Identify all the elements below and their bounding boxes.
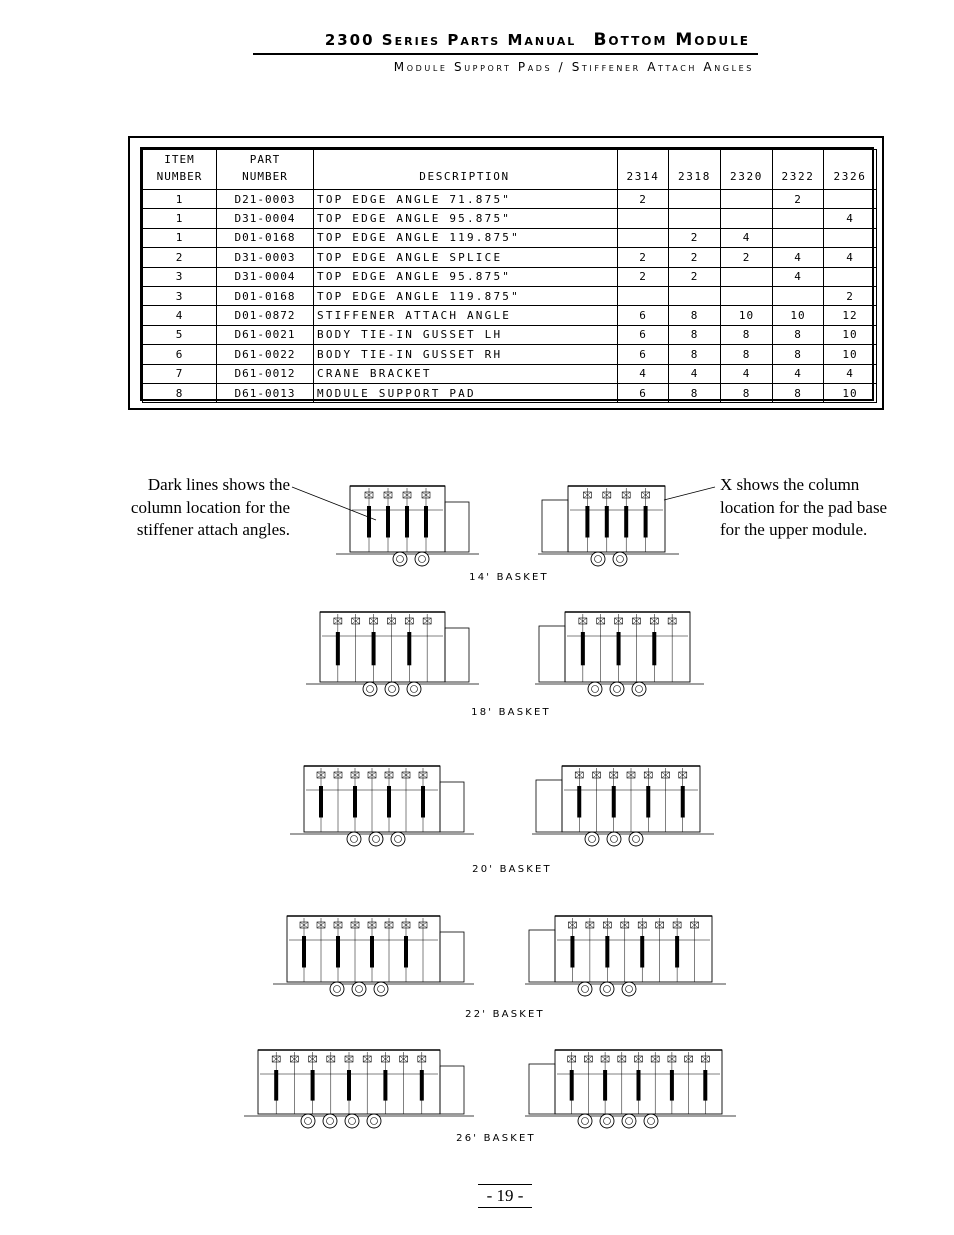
- quantity-cell: 8: [773, 325, 824, 344]
- description-cell: TOP EDGE ANGLE 95.875": [314, 209, 618, 228]
- quantity-cell: 4: [824, 364, 877, 383]
- stiffener-attach-angle: [652, 632, 656, 665]
- stiffener-attach-angle: [581, 632, 585, 665]
- quantity-cell: 4: [773, 248, 824, 267]
- description-cell: TOP EDGE ANGLE 71.875": [314, 190, 618, 209]
- wheel: [607, 832, 621, 846]
- quantity-cell: 8: [669, 306, 721, 325]
- stiffener-attach-angle: [424, 506, 428, 538]
- part-number-cell: D61-0021: [217, 325, 314, 344]
- basket-label-14: 14' BASKET: [469, 572, 549, 583]
- item-cell: 6: [143, 345, 217, 364]
- col-header-model: 2326: [824, 150, 877, 190]
- quantity-cell: 8: [773, 345, 824, 364]
- wheel: [374, 982, 388, 996]
- wheel: [367, 1114, 381, 1128]
- quantity-cell: 4: [721, 364, 773, 383]
- wheel: [330, 982, 344, 996]
- stiffener-attach-angle: [407, 632, 411, 665]
- wheel: [578, 982, 592, 996]
- wheel: [629, 832, 643, 846]
- col-header-model: 2322: [773, 150, 824, 190]
- wheel: [613, 552, 627, 566]
- stiffener-attach-angle: [383, 1070, 387, 1101]
- description-cell: TOP EDGE ANGLE SPLICE: [314, 248, 618, 267]
- col-header-model: 2320: [721, 150, 773, 190]
- description-cell: MODULE SUPPORT PAD: [314, 383, 618, 402]
- quantity-cell: 2: [721, 248, 773, 267]
- quantity-cell: 2: [618, 267, 669, 286]
- quantity-cell: 10: [824, 383, 877, 402]
- description-cell: STIFFENER ATTACH ANGLE: [314, 306, 618, 325]
- wheel: [588, 682, 602, 696]
- side-frame: [529, 1064, 555, 1114]
- description-cell: BODY TIE-IN GUSSET RH: [314, 345, 618, 364]
- quantity-cell: 2: [824, 286, 877, 305]
- quantity-cell: 4: [824, 209, 877, 228]
- wheel: [600, 982, 614, 996]
- quantity-cell: 8: [669, 383, 721, 402]
- part-number-cell: D31-0003: [217, 248, 314, 267]
- quantity-cell: 2: [618, 190, 669, 209]
- quantity-cell: 2: [669, 267, 721, 286]
- part-number-cell: D31-0004: [217, 267, 314, 286]
- wheel: [352, 982, 366, 996]
- quantity-cell: 8: [721, 325, 773, 344]
- section-title: Bottom Module: [593, 30, 750, 50]
- item-cell: 3: [143, 286, 217, 305]
- stiffener-attach-angle: [319, 786, 323, 818]
- stiffener-attach-angle: [311, 1070, 315, 1101]
- quantity-cell: 8: [669, 345, 721, 364]
- wheel: [415, 552, 429, 566]
- stiffener-attach-angle: [577, 786, 581, 818]
- side-frame: [529, 930, 555, 982]
- stiffener-attach-angle: [617, 632, 621, 665]
- quantity-cell: 10: [824, 345, 877, 364]
- stiffener-attach-angle: [420, 1070, 424, 1101]
- note-stiffener-angles: Dark lines shows the column location for the stiffener attach angles.: [130, 475, 290, 539]
- stiffener-attach-angle: [405, 506, 409, 538]
- stiffener-attach-angle: [646, 786, 650, 818]
- basket-body: [350, 486, 445, 552]
- col-header-part: PART NUMBER: [217, 150, 314, 190]
- stiffener-attach-angle: [703, 1070, 707, 1101]
- basket-label-18: 18' BASKET: [471, 707, 551, 718]
- stiffener-attach-angle: [585, 506, 589, 538]
- description-cell: TOP EDGE ANGLE 119.875": [314, 228, 618, 247]
- stiffener-attach-angle: [644, 506, 648, 538]
- side-frame: [539, 626, 565, 682]
- leader-line-left: [292, 487, 376, 520]
- stiffener-attach-angle: [624, 506, 628, 538]
- stiffener-attach-angle: [387, 786, 391, 818]
- item-cell: 1: [143, 190, 217, 209]
- stiffener-attach-angle: [386, 506, 390, 538]
- basket-label-26: 26' BASKET: [456, 1133, 536, 1144]
- basket-body: [568, 486, 665, 552]
- wheel: [391, 832, 405, 846]
- page-number: - 19 -: [478, 1184, 532, 1208]
- quantity-cell: 10: [721, 306, 773, 325]
- wheel: [610, 682, 624, 696]
- wheel: [345, 1114, 359, 1128]
- stiffener-attach-angle: [640, 936, 644, 968]
- wheel: [622, 982, 636, 996]
- quantity-cell: 4: [721, 228, 773, 247]
- wheel: [369, 832, 383, 846]
- stiffener-attach-angle: [421, 786, 425, 818]
- side-frame: [445, 502, 469, 552]
- quantity-cell: 2: [618, 248, 669, 267]
- description-cell: TOP EDGE ANGLE 119.875": [314, 286, 618, 305]
- stiffener-attach-angle: [347, 1070, 351, 1101]
- leader-line-right: [664, 487, 715, 500]
- description-cell: BODY TIE-IN GUSSET LH: [314, 325, 618, 344]
- wheel: [363, 682, 377, 696]
- part-number-cell: D61-0013: [217, 383, 314, 402]
- basket-label-20: 20' BASKET: [472, 864, 552, 875]
- basket-body: [287, 916, 440, 982]
- stiffener-attach-angle: [302, 936, 306, 968]
- stiffener-attach-angle: [570, 1070, 574, 1101]
- stiffener-attach-angle: [670, 1070, 674, 1101]
- wheel: [600, 1114, 614, 1128]
- stiffener-attach-angle: [603, 1070, 607, 1101]
- wheel: [585, 832, 599, 846]
- basket-body: [555, 916, 712, 982]
- quantity-cell: 6: [618, 325, 669, 344]
- item-cell: 7: [143, 364, 217, 383]
- basket-label-22: 22' BASKET: [465, 1009, 545, 1020]
- wheel: [347, 832, 361, 846]
- quantity-cell: 6: [618, 345, 669, 364]
- wheel: [407, 682, 421, 696]
- quantity-cell: 4: [669, 364, 721, 383]
- wheel: [323, 1114, 337, 1128]
- side-frame: [542, 500, 568, 552]
- stiffener-attach-angle: [372, 632, 376, 665]
- stiffener-attach-angle: [336, 632, 340, 665]
- part-number-cell: D61-0022: [217, 345, 314, 364]
- wheel: [578, 1114, 592, 1128]
- quantity-cell: 10: [773, 306, 824, 325]
- description-cell: CRANE BRACKET: [314, 364, 618, 383]
- quantity-cell: 8: [669, 325, 721, 344]
- wheel: [393, 552, 407, 566]
- part-number-cell: D21-0003: [217, 190, 314, 209]
- stiffener-attach-angle: [367, 506, 371, 538]
- part-number-cell: D01-0168: [217, 286, 314, 305]
- quantity-cell: 6: [618, 306, 669, 325]
- page-subtitle: Module Support Pads / Stiffener Attach Angles: [393, 60, 754, 74]
- note-pad-base: X shows the column location for the pad base for the upper module.: [720, 475, 888, 539]
- wheel: [385, 682, 399, 696]
- item-cell: 8: [143, 383, 217, 402]
- side-frame: [536, 780, 562, 832]
- quantity-cell: 4: [773, 267, 824, 286]
- part-number-cell: D01-0168: [217, 228, 314, 247]
- item-cell: 5: [143, 325, 217, 344]
- side-frame: [440, 932, 464, 982]
- item-cell: 4: [143, 306, 217, 325]
- part-number-cell: D01-0872: [217, 306, 314, 325]
- stiffener-attach-angle: [605, 506, 609, 538]
- part-number-cell: D31-0004: [217, 209, 314, 228]
- quantity-cell: 8: [773, 383, 824, 402]
- quantity-cell: 4: [824, 248, 877, 267]
- stiffener-attach-angle: [404, 936, 408, 968]
- stiffener-attach-angle: [370, 936, 374, 968]
- wheel: [622, 1114, 636, 1128]
- col-header-model: 2318: [669, 150, 721, 190]
- stiffener-attach-angle: [336, 936, 340, 968]
- quantity-cell: 2: [669, 228, 721, 247]
- wheel: [644, 1114, 658, 1128]
- col-header-description: DESCRIPTION: [314, 150, 618, 190]
- stiffener-attach-angle: [274, 1070, 278, 1101]
- side-frame: [445, 628, 469, 682]
- col-header-item: ITEM NUMBER: [143, 150, 217, 190]
- side-frame: [440, 782, 464, 832]
- stiffener-attach-angle: [637, 1070, 641, 1101]
- quantity-cell: 4: [618, 364, 669, 383]
- stiffener-attach-angle: [675, 936, 679, 968]
- wheel: [591, 552, 605, 566]
- col-header-model: 2314: [618, 150, 669, 190]
- stiffener-attach-angle: [570, 936, 574, 968]
- quantity-cell: 2: [773, 190, 824, 209]
- stiffener-attach-angle: [681, 786, 685, 818]
- quantity-cell: 4: [773, 364, 824, 383]
- wheel: [301, 1114, 315, 1128]
- quantity-cell: 8: [721, 345, 773, 364]
- quantity-cell: 8: [721, 383, 773, 402]
- series-title: 2300 Series Parts Manual: [324, 31, 577, 49]
- quantity-cell: 12: [824, 306, 877, 325]
- stiffener-attach-angle: [353, 786, 357, 818]
- item-cell: 2: [143, 248, 217, 267]
- side-frame: [440, 1066, 464, 1114]
- part-number-cell: D61-0012: [217, 364, 314, 383]
- item-cell: 3: [143, 267, 217, 286]
- stiffener-attach-angle: [612, 786, 616, 818]
- wheel: [632, 682, 646, 696]
- item-cell: 1: [143, 209, 217, 228]
- quantity-cell: 6: [618, 383, 669, 402]
- quantity-cell: 2: [669, 248, 721, 267]
- item-cell: 1: [143, 228, 217, 247]
- description-cell: TOP EDGE ANGLE 95.875": [314, 267, 618, 286]
- quantity-cell: 10: [824, 325, 877, 344]
- stiffener-attach-angle: [605, 936, 609, 968]
